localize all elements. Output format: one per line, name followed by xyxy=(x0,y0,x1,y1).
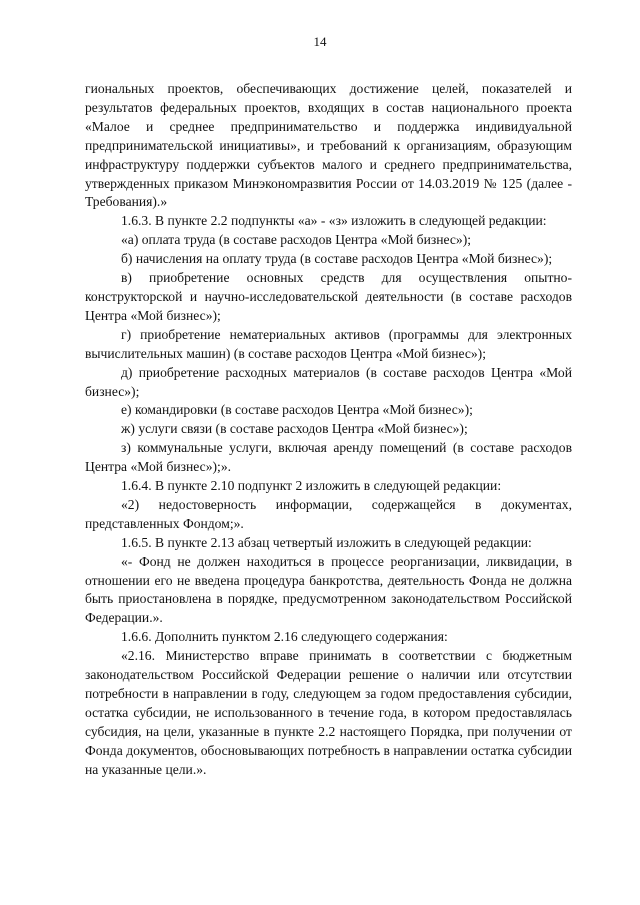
list-item-b: б) начисления на оплату труда (в составе расходов Центра «Мой бизнес»); xyxy=(121,251,553,267)
paragraph-1-6-6: 1.6.6. Дополнить пунктом 2.16 следующего содержания: xyxy=(121,629,448,645)
list-item-d: д) приобретение расходных материалов (в составе расходов Центра «Мой бизнес»); xyxy=(85,364,572,399)
list-item-z: з) коммунальные услуги, включая аренду помещений (в составе расходов Центра «Мой бизнес»);». xyxy=(85,440,572,475)
page-number: 14 xyxy=(313,34,327,49)
list-item-zh: ж) услуги связи (в составе расходов Центра «Мой бизнес»); xyxy=(121,421,468,437)
paragraph-fund-requirements: «- Фонд не должен находиться в процессе реорганизации, ликвидации, в отношении его не введена процедура банкротства, деятельность Фонда не должна быть приостановлена в порядке, предусмотренном законодательством Российской Федерации.». xyxy=(85,553,572,626)
paragraph-1-6-3: 1.6.3. В пункте 2.2 подпункты «а» - «з» изложить в следующей редакции: xyxy=(121,213,547,229)
document-body xyxy=(85,80,572,780)
paragraph-1-6-4: 1.6.4. В пункте 2.10 подпункт 2 изложить в следующей редакции: xyxy=(121,478,502,494)
list-item-e: е) командировки (в составе расходов Центра «Мой бизнес»); xyxy=(121,402,473,418)
paragraph-1-6-5: 1.6.5. В пункте 2.13 абзац четвертый изложить в следующей редакции: xyxy=(121,534,532,550)
paragraph-quote-2: «2) недостоверность информации, содержащейся в документах, представленных Фондом;». xyxy=(85,496,572,531)
paragraph-2-16: «2.16. Министерство вправе принимать в соответствии с бюджетным законодательством Российской Федерации решение о наличии или отсутствии потребности в направлении в году, следующем за годом предоставления субсидии, остатка субсидии, не использованного в течение года, в котором предоставлялась субсидия, на цели, указанные в пункте 2.2 настоящего Порядка, при получении от Фонда документов, обосновывающих потребность в направлении остатка субсидии на указанные цели.». xyxy=(85,648,572,777)
list-item-v: в) приобретение основных средств для осуществления опытно-конструкторской и научно-исследовательской деятельности (в составе расходов Центра «Мой бизнес»); xyxy=(85,270,572,323)
paragraph-continuation: гиональных проектов, обеспечивающих достижение целей, показателей и результатов федеральных проектов, входящих в состав национального проекта «Малое и среднее предпринимательство и поддержка индивидуальной предпринимательской инициативы», и требований к организациям, образующим инфраструктуру поддержки субъектов малого и среднего предпринимательства, утвержденных приказом Минэкономразвития России от 14.03.2019 № 125 (далее - Требования).» xyxy=(85,81,572,210)
list-item-a: «а) оплата труда (в составе расходов Центра «Мой бизнес»); xyxy=(121,232,472,248)
list-item-g: г) приобретение нематериальных активов (программы для электронных вычислительных машин) (в составе расходов Центра «Мой бизнес»); xyxy=(85,326,572,361)
